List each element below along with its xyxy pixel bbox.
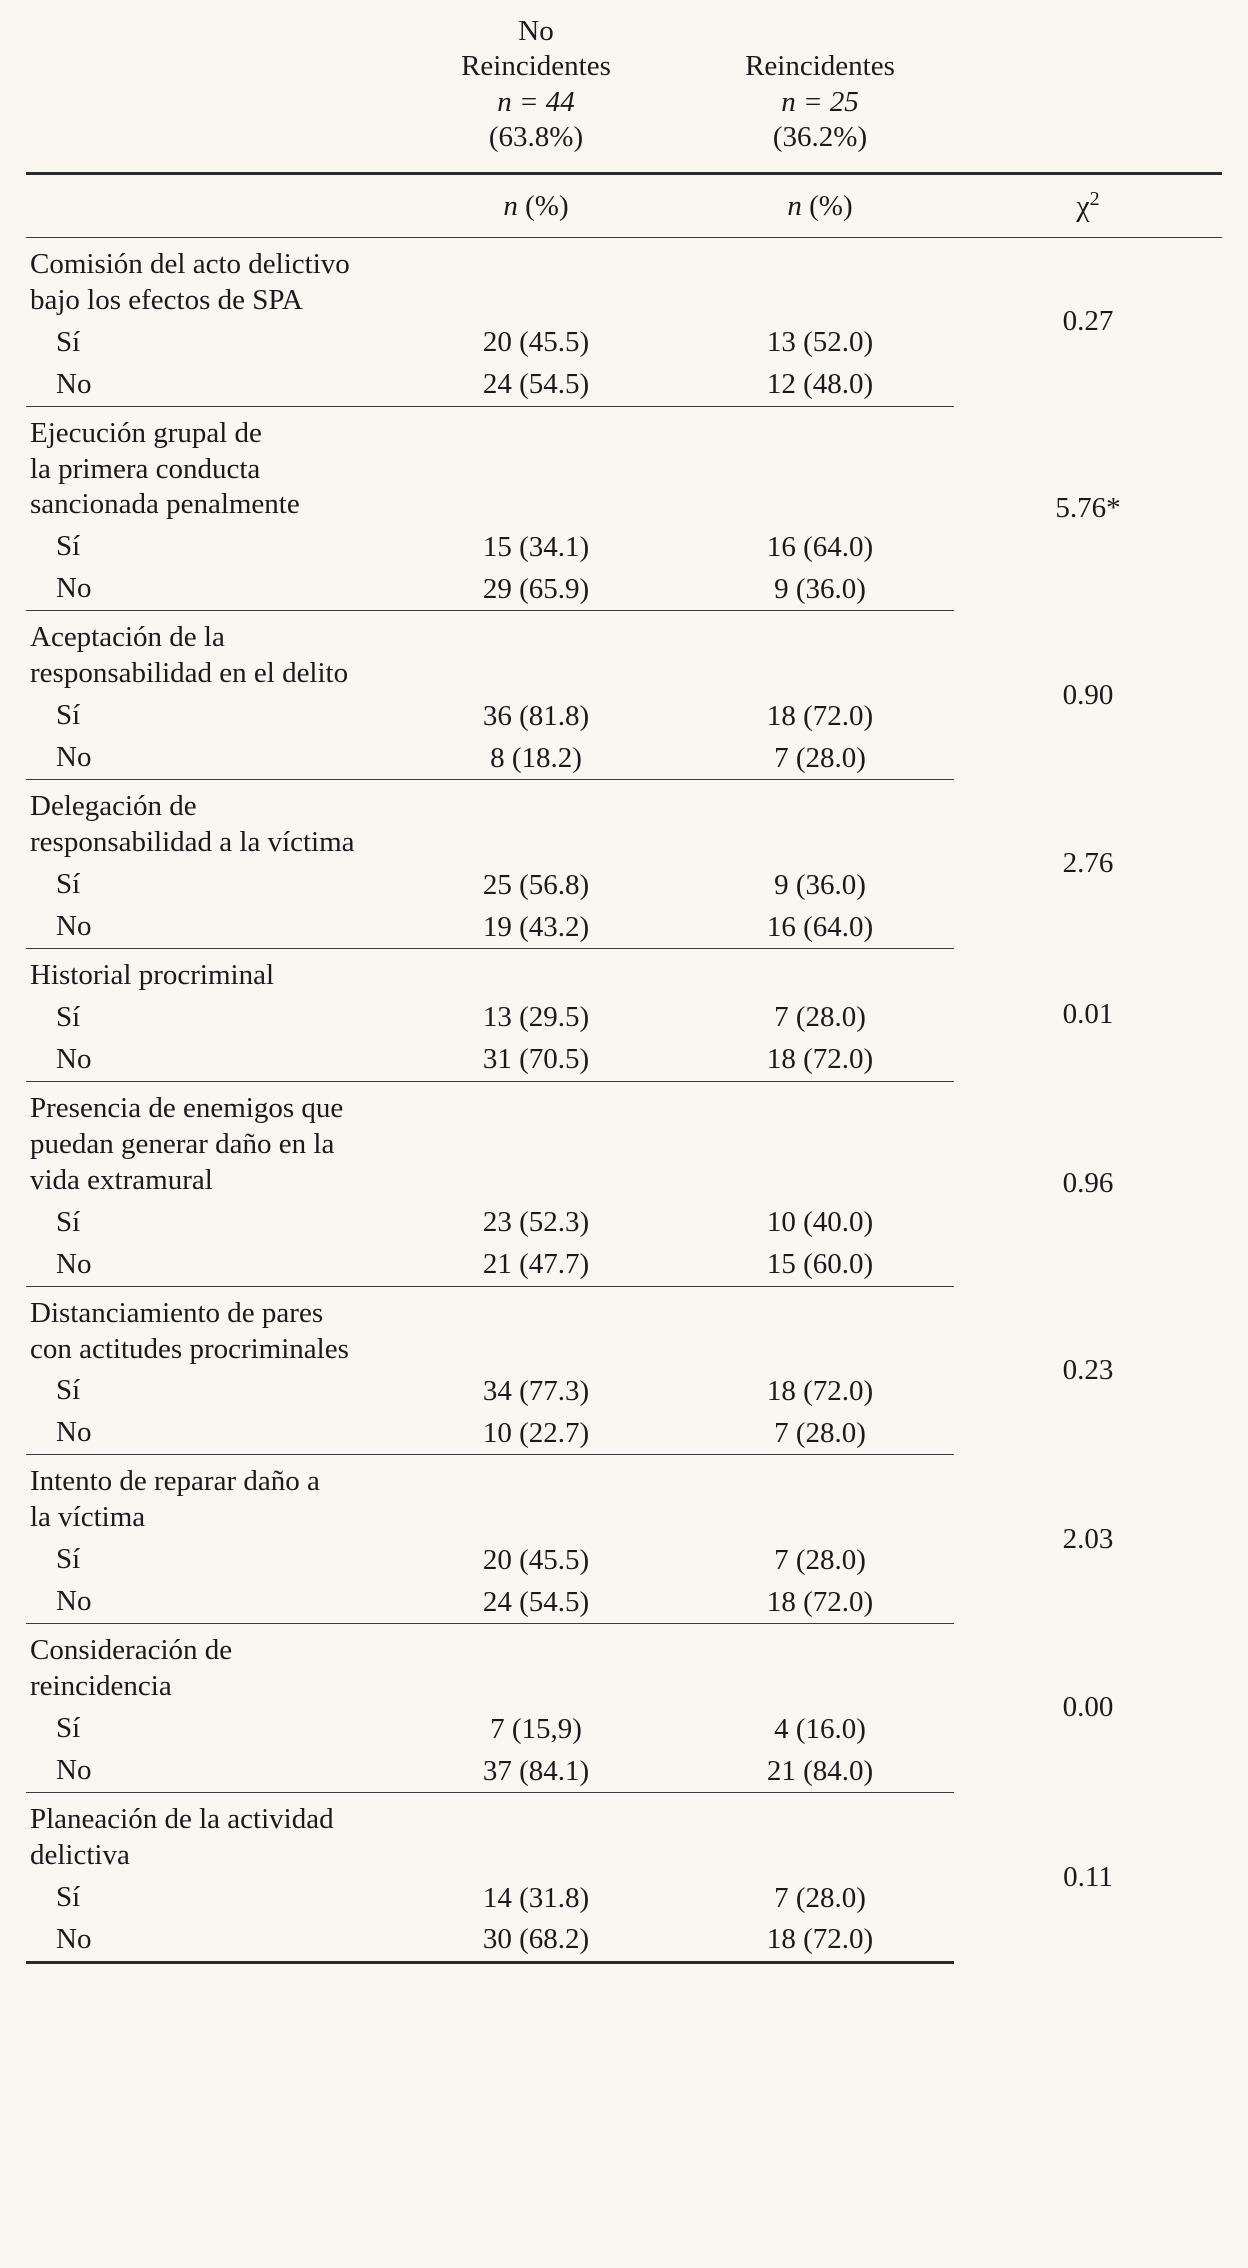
row-label-line: Planeación de la actividad: [30, 1803, 334, 1836]
row-label-line: responsabilidad a la víctima: [30, 826, 355, 859]
row-label-group: [26, 611, 386, 695]
cell-no-reincidentes-blank: [386, 780, 686, 864]
cell-reincidentes: 7 (28.0): [686, 1412, 954, 1454]
cell-no-reincidentes: 15 (34.1): [482, 531, 590, 563]
cell-reincidentes-blank: [686, 1286, 954, 1370]
cell-no-reincidentes: 14 (31.8): [482, 1881, 590, 1914]
cell-reincidentes: 7 (28.0): [774, 1543, 866, 1576]
header-group-no-reincidentes: [386, 0, 686, 172]
row-label-line: Intento de reparar daño a: [30, 1465, 320, 1498]
row-label-option: No: [26, 1750, 386, 1792]
row-label-option: Sí: [56, 1880, 81, 1913]
row-label-group: [26, 237, 386, 321]
cell-no-reincidentes: 25 (56.8): [482, 868, 590, 901]
table-header: [26, 0, 1222, 237]
cell-no-reincidentes-blank: [386, 1081, 686, 1201]
cell-no-reincidentes-blank: [386, 1286, 686, 1370]
table-body: [26, 237, 1222, 1962]
row-label-option: No: [26, 1244, 386, 1286]
cell-no-reincidentes: 13 (29.5): [482, 1001, 590, 1034]
cell-no-reincidentes: 30 (68.2): [386, 1919, 686, 1962]
table-row: [26, 1793, 1222, 1877]
cell-no-reincidentes: 34 (77.3): [482, 1375, 590, 1408]
table-row: [26, 237, 1222, 321]
row-label-group: [26, 948, 386, 996]
cell-reincidentes-blank: [686, 1793, 954, 1877]
cell-no-reincidentes-blank: [386, 1624, 686, 1708]
row-label-line: Delegación de: [30, 790, 197, 823]
cell-no-reincidentes: 20 (45.5): [482, 1543, 590, 1576]
cell-chi-square: 0.00: [1062, 1691, 1114, 1724]
row-label-option: Sí: [56, 699, 81, 732]
cell-no-reincidentes: 24 (54.5): [386, 1581, 686, 1623]
header-group-a-line2: Reincidentes: [461, 50, 611, 83]
row-label-option: Sí: [56, 1000, 81, 1033]
header-group-b-line2: n = 25: [781, 85, 859, 118]
subheader-blank-cell: [26, 173, 386, 237]
row-label-line: puedan generar daño en la: [30, 1127, 335, 1160]
cell-no-reincidentes: 37 (84.1): [386, 1750, 686, 1792]
row-label-option: No: [26, 568, 386, 610]
cell-no-reincidentes: 10 (22.7): [386, 1412, 686, 1454]
row-label-line: Comisión del acto delictivo: [30, 247, 350, 280]
cell-reincidentes: 9 (36.0): [686, 568, 954, 610]
row-label-option: Sí: [56, 1205, 81, 1238]
cell-no-reincidentes-blank: [386, 237, 686, 321]
row-label-group: [26, 1081, 386, 1201]
cell-reincidentes: 15 (60.0): [686, 1244, 954, 1286]
cell-chi-square: 0.11: [1063, 1860, 1113, 1893]
cell-reincidentes: 7 (28.0): [774, 1001, 866, 1034]
row-label-option: Sí: [56, 868, 81, 901]
subheader-col-b-pct: (%): [809, 190, 853, 223]
cell-no-reincidentes: 21 (47.7): [386, 1244, 686, 1286]
row-label-line: Historial procriminal: [30, 958, 275, 991]
cell-no-reincidentes-blank: [386, 948, 686, 996]
cell-reincidentes: 7 (28.0): [686, 737, 954, 779]
cell-chi-square: 0.90: [1062, 678, 1114, 711]
cell-no-reincidentes-blank: [386, 1793, 686, 1877]
cell-chi-square: 0.23: [1062, 1353, 1114, 1386]
subheader-col-a: n (%): [386, 173, 686, 237]
row-label-line: la primera conducta: [30, 452, 261, 485]
row-label-group: [26, 1624, 386, 1708]
header-group-row: [26, 0, 1222, 172]
table-row: [26, 780, 1222, 864]
header-chi-blank-cell: [954, 0, 1222, 172]
statistics-table: [26, 0, 1222, 1964]
cell-reincidentes-blank: [686, 948, 954, 996]
row-label-option: No: [26, 737, 386, 779]
cell-reincidentes-blank: [686, 780, 954, 864]
header-group-reincidentes: [686, 0, 954, 172]
cell-reincidentes-blank: [686, 1455, 954, 1539]
row-label-option: Sí: [56, 1543, 81, 1576]
cell-no-reincidentes: 29 (65.9): [386, 568, 686, 610]
cell-no-reincidentes: 31 (70.5): [386, 1039, 686, 1081]
cell-chi-square: 0.01: [1062, 998, 1114, 1031]
cell-reincidentes: 18 (72.0): [766, 699, 874, 732]
cell-reincidentes: 18 (72.0): [686, 1581, 954, 1623]
cell-reincidentes: 18 (72.0): [686, 1039, 954, 1081]
cell-no-reincidentes: 19 (43.2): [386, 906, 686, 948]
row-label-option: Sí: [56, 1712, 81, 1745]
cell-reincidentes: 13 (52.0): [766, 326, 874, 359]
table-row: [26, 1624, 1222, 1708]
cell-no-reincidentes: 36 (81.8): [482, 699, 590, 732]
cell-reincidentes: 18 (72.0): [766, 1375, 874, 1408]
cell-chi-square: 0.96: [1062, 1167, 1114, 1199]
cell-reincidentes: 18 (72.0): [686, 1919, 954, 1962]
cell-reincidentes: 12 (48.0): [686, 364, 954, 406]
row-label-option: No: [26, 906, 386, 948]
header-group-a-line3: n = 44: [497, 85, 575, 118]
cell-reincidentes-blank: [686, 237, 954, 321]
cell-chi-square: 2.03: [1062, 1522, 1114, 1555]
cell-chi-square: 0.27: [1062, 305, 1114, 338]
row-label-option: Sí: [56, 530, 81, 563]
cell-reincidentes-blank: [686, 1081, 954, 1201]
table-row: [26, 1081, 1222, 1201]
cell-reincidentes-blank: [686, 1624, 954, 1708]
row-label-line: Consideración de: [30, 1634, 233, 1667]
row-label-line: Presencia de enemigos que: [30, 1091, 344, 1124]
row-label-option: No: [26, 1919, 386, 1962]
row-label-line: Ejecución grupal de: [30, 416, 262, 449]
row-label-option: No: [26, 1412, 386, 1454]
cell-no-reincidentes-blank: [386, 1455, 686, 1539]
row-label-line: Distanciamiento de pares: [30, 1296, 324, 1329]
row-label-line: con actitudes procriminales: [30, 1332, 349, 1365]
subheader-col-b: n (%): [686, 173, 954, 237]
row-label-group: [26, 1286, 386, 1370]
cell-chi-square: 2.76: [1062, 847, 1114, 880]
cell-reincidentes-blank: [686, 406, 954, 526]
row-label-option: No: [26, 1581, 386, 1623]
header-group-b-line1: Reincidentes: [745, 50, 895, 83]
cell-no-reincidentes-blank: [386, 611, 686, 695]
cell-reincidentes: 4 (16.0): [774, 1712, 866, 1745]
row-label-line: la víctima: [30, 1501, 146, 1534]
row-label-line: vida extramural: [30, 1163, 213, 1196]
subheader-col-chi: $\chi^2$: [954, 173, 1222, 237]
row-label-group: [26, 406, 386, 526]
row-label-option: No: [26, 364, 386, 406]
cell-chi-square: 5.76*: [1055, 491, 1121, 524]
row-label-option: Sí: [56, 325, 81, 358]
row-label-line: Aceptación de la: [30, 621, 225, 654]
header-blank-cell: [26, 0, 386, 172]
cell-reincidentes-blank: [686, 611, 954, 695]
cell-reincidentes: 16 (64.0): [686, 906, 954, 948]
header-group-b-line3: (36.2%): [772, 121, 868, 154]
header-group-a-line4: (63.8%): [488, 121, 584, 154]
cell-no-reincidentes: 24 (54.5): [386, 364, 686, 406]
row-label-group: [26, 780, 386, 864]
cell-reincidentes: 9 (36.0): [774, 868, 866, 901]
cell-reincidentes: 21 (84.0): [686, 1750, 954, 1792]
subheader-col-a-pct: (%): [525, 190, 569, 223]
table-row: [26, 1286, 1222, 1370]
row-label-group: [26, 1455, 386, 1539]
row-label-group: [26, 1793, 386, 1877]
table-row: [26, 948, 1222, 996]
row-label-line: reincidencia: [30, 1670, 172, 1703]
row-label-line: sancionada penalmente: [30, 488, 300, 521]
header-subrow: [26, 173, 1222, 237]
row-label-line: bajo los efectos de SPA: [30, 283, 303, 316]
cell-reincidentes: 16 (64.0): [766, 531, 874, 563]
cell-no-reincidentes: 20 (45.5): [482, 326, 590, 359]
cell-no-reincidentes: 23 (52.3): [482, 1206, 590, 1239]
table-row: [26, 406, 1222, 526]
row-label-line: responsabilidad en el delito: [30, 657, 349, 690]
table-row: [26, 1455, 1222, 1539]
cell-reincidentes: 7 (28.0): [774, 1881, 866, 1914]
row-label-option: No: [26, 1039, 386, 1081]
header-group-a-line1: No: [518, 15, 554, 47]
cell-no-reincidentes: 7 (15,9): [490, 1712, 582, 1745]
cell-reincidentes: 10 (40.0): [766, 1206, 874, 1239]
row-label-line: delictiva: [30, 1838, 130, 1871]
table-row: [26, 611, 1222, 695]
cell-no-reincidentes: 8 (18.2): [386, 737, 686, 779]
cell-no-reincidentes-blank: [386, 406, 686, 526]
row-label-option: Sí: [56, 1374, 81, 1407]
